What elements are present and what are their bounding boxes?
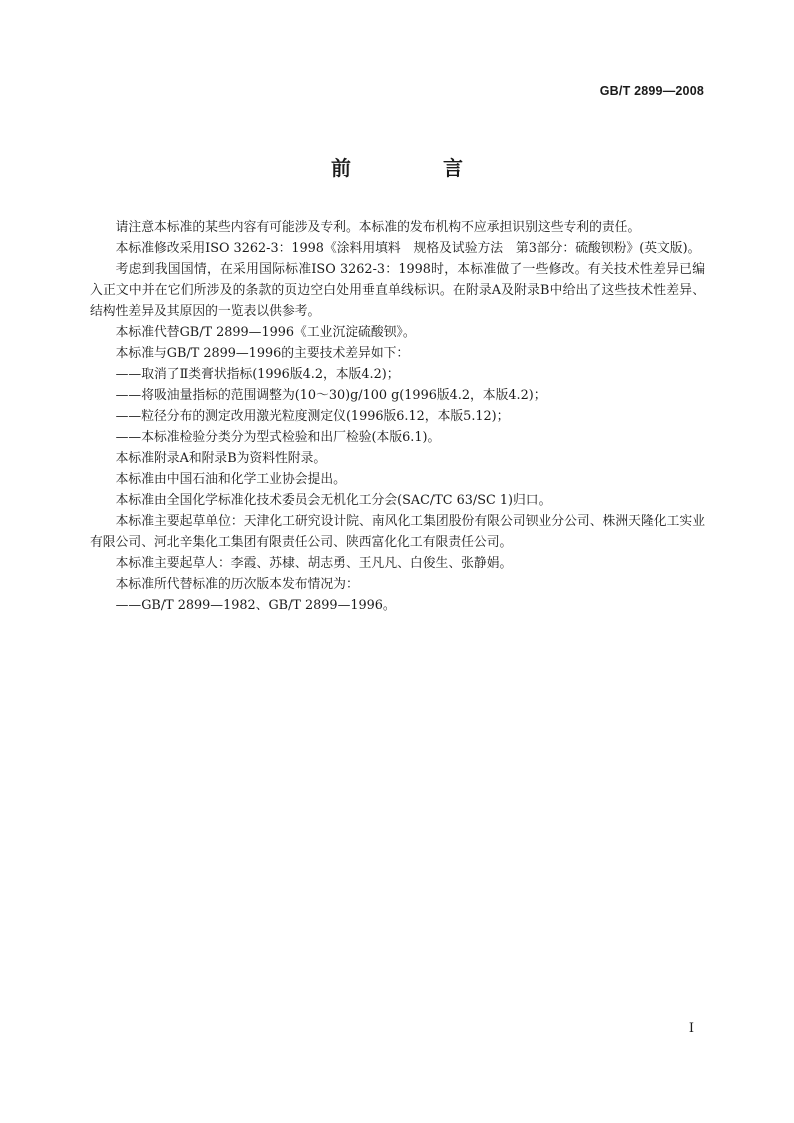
paragraph-committee: 本标准由全国化学标准化技术委员会无机化工分会(SAC/TC 63/SC 1)归口。 <box>115 493 552 508</box>
difference-item: ——粒径分布的测定改用激光粒度测定仪(1996版6.12，本版5.12)； <box>115 409 510 424</box>
difference-item: ——将吸油量指标的范围调整为(10～30)g/100 g(1996版4.2，本版4.2)； <box>115 388 547 403</box>
paragraph-differences-intro: 本标准与GB/T 2899—1996的主要技术差异如下： <box>115 346 410 361</box>
difference-item: ——取消了Ⅱ类膏状指标(1996版4.2，本版4.2)； <box>115 367 400 382</box>
paragraph-modifications: 考虑到我国国情，在采用国际标准ISO 3262-3：1998时，本标准做了一些修改。有关技术性差异已编入正文中并在它们所涉及的条款的页边空白处用垂直单线标识。在附录A及附录B中给出了这些技术性差异、结构性差异及其原因的一览表以供参考。 <box>90 262 705 319</box>
page-number: I <box>688 1021 694 1036</box>
paragraph-patent-notice: 请注意本标准的某些内容有可能涉及专利。本标准的发布机构不应承担识别这些专利的责任。 <box>115 220 641 235</box>
paragraph-replaces: 本标准代替GB/T 2899—1996《工业沉淀硫酸钡》。 <box>115 325 416 340</box>
paragraph-adoption: 本标准修改采用ISO 3262-3：1998《涂料用填料 规格及试验方法 第3部分：硫酸钡粉》(英文版)。 <box>115 241 701 256</box>
paragraph-history-intro: 本标准所代替标准的历次版本发布情况为： <box>115 577 359 592</box>
standard-code: GB/T 2899—2008 <box>599 84 704 98</box>
foreword-body <box>90 217 705 616</box>
paragraph-proposer: 本标准由中国石油和化学工业协会提出。 <box>115 472 346 487</box>
paragraph-drafters: 本标准主要起草人：李霞、苏棣、胡志勇、王凡凡、白俊生、张静娟。 <box>115 556 513 571</box>
paragraph-annexes: 本标准附录A和附录B为资料性附录。 <box>115 451 327 466</box>
history-item: ——GB/T 2899—1982、GB/T 2899—1996。 <box>115 598 396 613</box>
difference-item: ——本标准检验分类分为型式检验和出厂检验(本版6.1)。 <box>115 430 441 445</box>
page-title: 前 言 <box>331 156 499 180</box>
paragraph-drafting-units: 本标准主要起草单位：天津化工研究设计院、南风化工集团股份有限公司钡业分公司、株洲天隆化工实业有限公司、河北辛集化工集团有限责任公司、陕西富化化工有限责任公司。 <box>90 514 705 550</box>
